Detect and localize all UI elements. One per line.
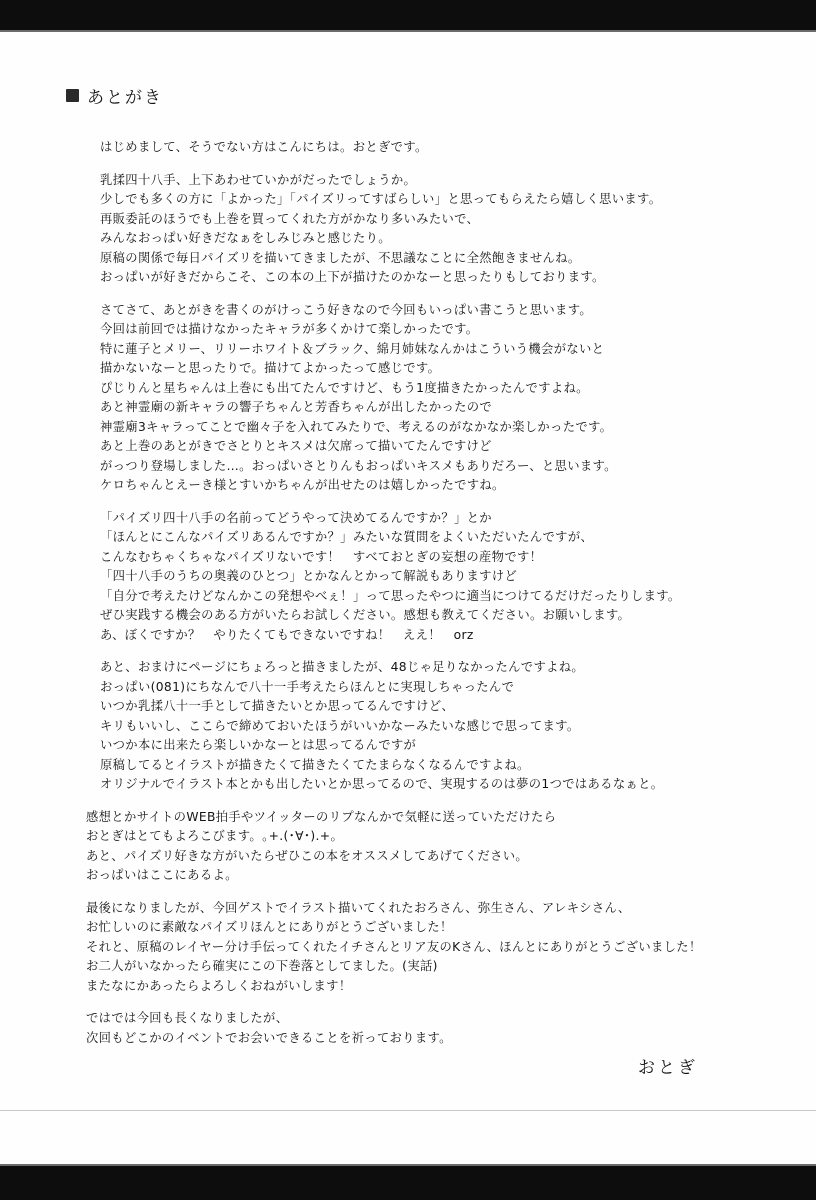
paragraph xyxy=(86,808,746,886)
text-line: 神霊廟3キャラってことで幽々子を入れてみたりで、考えるのがなかなか楽しかったです。 xyxy=(100,419,613,434)
text-line: 特に蓮子とメリー、リリーホワイト＆ブラック、綿月姉妹なんかはこういう機会がないと xyxy=(100,341,605,356)
text-line: あと神霊廟の新キャラの響子ちゃんと芳香ちゃんが出したかったので xyxy=(100,400,493,414)
text-line: 「自分で考えたけどなんかこの発想やべぇ！」って思ったやつに適当につけてるだけだったりします。 xyxy=(100,588,681,603)
text-line: それと、原稿のレイヤー分け手伝ってくれたイチさんとリア友のKさん、ほんとにありがとうございました！ xyxy=(86,939,702,954)
text-line: お忙しいのに素敵なパイズリほんとにありがとうございました！ xyxy=(86,920,453,934)
text-line: キリもいいし、ここらで締めておいたほうがいいかなーみたいな感じで思ってます。 xyxy=(100,718,580,733)
text-line: 描かないなーと思ったりで。描けてよかったって感じです。 xyxy=(100,361,441,375)
heading-label: あとがき xyxy=(87,88,163,108)
text-line: 「パイズリ四十八手の名前ってどうやって決めてるんですか？」とか xyxy=(100,510,492,525)
text-line: 「ほんとにこんなパイズリあるんですか？」みたいな質問をよくいただいたんですが、 xyxy=(100,530,594,544)
text-line: あ、ぼくですか？ やりたくてもできないですね！ ええ！ orz xyxy=(100,627,474,642)
text-line: 少しでも多くの方に「よかった」「パイズリってすばらしい」と思ってもらえたら嬉しく思います。 xyxy=(100,192,662,206)
heading-marker-icon xyxy=(66,89,79,102)
text-line: ぜひ実践する機会のある方がいたらお試しください。感想も教えてください。お願いします。 xyxy=(100,608,631,622)
text-line: こんなむちゃくちゃなパイズリないです！ すべておとぎの妄想の産物です！ xyxy=(100,549,543,564)
text-line: ではでは今回も長くなりましたが、 xyxy=(86,1011,289,1025)
text-line: お二人がいなかったら確実にこの下巻落としてました。(実話) xyxy=(86,959,438,973)
text-line: オリジナルでイラスト本とかも出したいとか思ってるので、実現するのは夢の1つではあるなぁと。 xyxy=(100,777,664,791)
scan-bottom-border xyxy=(0,1166,816,1200)
text-line: おっぱいはここにあるよ。 xyxy=(86,868,238,882)
text-line: あと、おまけにページにちょろっと描きましたが、48じゃ足りなかったんですよね。 xyxy=(100,660,585,674)
text-line: ケロちゃんとえーき様とすいかちゃんが出せたのは嬉しかったですね。 xyxy=(100,478,505,492)
text-line: 原稿してるとイラストが描きたくて描きたくてたまらなくなるんですよね。 xyxy=(100,757,530,772)
text-line: 感想とかサイトのWEB拍手やツイッターのリプなんかで気軽に送っていただけたら xyxy=(86,809,557,824)
text-line: みんなおっぱい好きだなぁをしみじみと感じたり。 xyxy=(100,231,391,245)
text-line: おっぱいが好きだからこそ、この本の上下が描けたのかなーと思ったりもしております。 xyxy=(100,270,605,284)
afterword-body xyxy=(86,138,746,1061)
paragraph xyxy=(86,138,746,158)
afterword-heading xyxy=(66,83,163,108)
text-line: おっぱい(081)にちなんで八十一手考えたらほんとに実現しちゃったんで xyxy=(100,679,515,694)
text-line: さてさて、あとがきを書くのがけっこう好きなので今回もいっぱい書こうと思います。 xyxy=(100,302,592,317)
text-line: 今回は前回では描けなかったキャラが多くかけて楽しかったです。 xyxy=(100,322,479,336)
text-line: 次回もどこかのイベントでお会いできることを祈っております。 xyxy=(86,1030,452,1045)
scan-top-rule xyxy=(0,30,816,32)
text-line: がっつり登場しました…。おっぱいさとりんもおっぱいキスメもありだろー、と思います。 xyxy=(100,458,617,473)
text-line: おとぎはとてもよろこびます。｡+.(･∀･).+｡ xyxy=(86,829,337,843)
text-line: ぴじりんと星ちゃんは上巻にも出てたんですけど、もう1度描きたかったんですよね。 xyxy=(100,380,589,395)
paragraph xyxy=(86,899,746,997)
author-signature: おとぎ xyxy=(638,1058,698,1078)
text-line: またなにかあったらよろしくおねがいします！ xyxy=(86,978,352,993)
text-line: 再販委託のほうでも上巻を買ってくれた方がかなり多いみたいで、 xyxy=(100,211,480,226)
text-line: あと上巻のあとがきでさとりとキスメは欠席って描いてたんですけど xyxy=(100,439,492,453)
text-line: 原稿の関係で毎日パイズリを描いてきましたが、不思議なことに全然飽きませんね。 xyxy=(100,250,581,265)
text-line: はじめまして、そうでない方はこんにちは。おとぎです。 xyxy=(100,140,428,154)
scan-bottom-rule xyxy=(0,1110,816,1111)
paragraph xyxy=(86,1009,746,1048)
text-line: いつか本に出来たら楽しいかなーとは思ってるんですが xyxy=(100,738,417,752)
paragraph xyxy=(86,301,746,496)
paragraph xyxy=(86,171,746,288)
text-line: 最後になりましたが、今回ゲストでイラスト描いてくれたおろさん、弥生さん、アレキシさん、 xyxy=(86,900,631,915)
text-line: 「四十八手のうちの奥義のひとつ」とかなんとかって解説もありますけど xyxy=(100,569,518,583)
text-line: いつか乳揉八十一手として描きたいとか思ってるんですけど、 xyxy=(100,699,455,713)
paragraph xyxy=(86,509,746,646)
scan-top-border xyxy=(0,0,816,30)
text-line: 乳揉四十八手、上下あわせていかがだったでしょうか。 xyxy=(100,172,417,187)
paragraph xyxy=(86,658,746,795)
text-line: あと、パイズリ好きな方がいたらぜひこの本をオススメしてあげてください。 xyxy=(86,848,529,863)
